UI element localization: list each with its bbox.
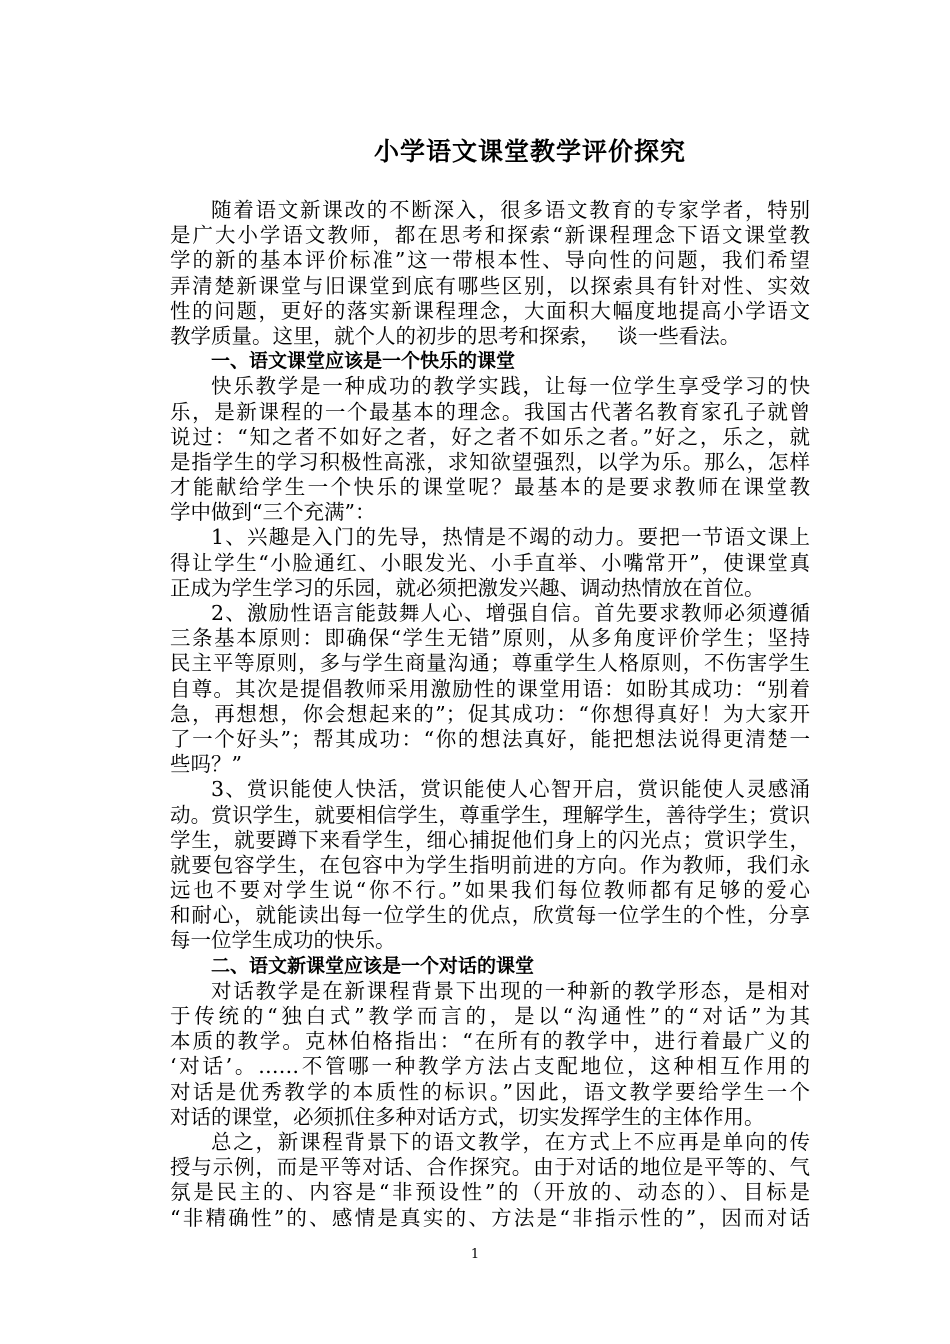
paragraph-line: 正成为学生学习的乐园，就必须把激发兴趣、调动热情放在首位。 xyxy=(170,575,765,600)
paragraph-line: 说过：“知之者不如好之者，好之者不如乐之者。”好之，乐之，就 xyxy=(170,424,810,449)
paragraph-line: 才能献给学生一个快乐的课堂呢？最基本的是要求教师在课堂教 xyxy=(170,475,810,500)
document-body xyxy=(170,198,810,1231)
paragraph-line: 于传统的“独白式”教学而言的，是以“沟通性”的“对话”为其 xyxy=(170,1004,810,1028)
paragraph-line: 对话是优秀教学的本质性的标识。”因此，语文教学要给学生一个 xyxy=(170,1079,810,1104)
paragraph-line: 是广大小学语文教师，都在思考和探索“新课程理念下语文课堂教 xyxy=(170,223,810,248)
paragraph-line: 和耐心，就能读出每一位学生的优点，欣赏每一位学生的个性，分享 xyxy=(170,903,810,928)
paragraph-line: 急，再想想，你会想起来的”；促其成功：“你想得真好！为大家开 xyxy=(170,701,810,726)
paragraph-line: 学中做到“三个充满”： xyxy=(170,500,376,525)
paragraph-line: 本质的教学。克林伯格指出：“在所有的教学中，进行着最广义的 xyxy=(170,1029,810,1054)
paragraph-line: 动。赏识学生，就要相信学生，尊重学生，理解学生，善待学生；赏识 xyxy=(170,802,810,827)
section-heading: 一、语文课堂应该是一个快乐的课堂 xyxy=(211,350,516,373)
paragraph-line: “非精确性”的、感情是真实的、方法是“非指示性的”，因而对话 xyxy=(170,1205,810,1230)
paragraph-line: 随着语文新课改的不断深入，很多语文教育的专家学者，特别 xyxy=(211,198,810,222)
paragraph-line: 得让学生“小脸通红、小眼发光、小手直举、小嘴常开”，使课堂真 xyxy=(170,550,810,575)
document-title: 小学语文课堂教学评价探究 xyxy=(373,137,686,166)
page-number: 1 xyxy=(470,1247,480,1262)
paragraph-line: 就要包容学生，在包容中为学生指明前进的方向。作为教师，我们永 xyxy=(170,852,810,877)
paragraph-line: 是指学生的学习积极性高涨，求知欲望强烈，以学为乐。那么，怎样 xyxy=(170,449,810,474)
paragraph-line: 2、激励性语言能鼓舞人心、增强自信。首先要求教师必须遵循 xyxy=(211,601,810,625)
paragraph-line: 对话的课堂，必须抓住多种对话方式，切实发挥学生的主体作用。 xyxy=(170,1104,765,1129)
paragraph-line: 三条基本原则：即确保“学生无错”原则，从多角度评价学生；坚持 xyxy=(170,626,810,651)
paragraph-line: 授与示例，而是平等对话、合作探究。由于对话的地位是平等的、气 xyxy=(170,1155,810,1180)
paragraph-line: 些吗？” xyxy=(170,752,242,777)
paragraph-line: ‘对话’。……不管哪一种教学方法占支配地位，这种相互作用的 xyxy=(170,1054,810,1079)
paragraph-line: 学生，就要蹲下来看学生，细心捕捉他们身上的闪光点；赏识学生， xyxy=(170,827,810,852)
paragraph-line: 学的新的基本评价标准”这一带根本性、导向性的问题，我们希望 xyxy=(170,248,810,273)
paragraph-line: 自尊。其次是提倡教师采用激励性的课堂用语：如盼其成功：“别着 xyxy=(170,676,810,701)
paragraph-line: 民主平等原则，多与学生商量沟通；尊重学生人格原则，不伤害学生 xyxy=(170,651,810,676)
paragraph-line: 教学质量。这里，就个人的初步的思考和探索， 谈一些看法。 xyxy=(170,323,741,348)
paragraph-line: 快乐教学是一种成功的教学实践，让每一位学生享受学习的快 xyxy=(211,374,810,399)
paragraph-line: 1、兴趣是入门的先导，热情是不竭的动力。要把一节语文课上 xyxy=(211,525,810,550)
paragraph-line: 弄清楚新课堂与旧课堂到底有哪些区别，以探索具有针对性、实效 xyxy=(170,273,810,298)
paragraph-line: 氛是民主的、内容是“非预设性”的（开放的、动态的）、目标是 xyxy=(170,1180,810,1205)
paragraph-line: 乐，是新课程的一个最基本的理念。我国古代著名教育家孔子就曾 xyxy=(170,399,810,424)
paragraph-line: 远也不要对学生说“你不行。”如果我们每位教师都有足够的爱心 xyxy=(170,878,810,903)
paragraph-line: 性的问题，更好的落实新课程理念，大面积大幅度地提高小学语文 xyxy=(170,298,810,323)
paragraph-line: 3、赏识能使人快活，赏识能使人心智开启，赏识能使人灵感涌 xyxy=(211,777,810,802)
section-heading: 二、语文新课堂应该是一个对话的课堂 xyxy=(211,954,535,977)
paragraph-line: 总之，新课程背景下的语文教学，在方式上不应再是单向的传 xyxy=(211,1129,810,1154)
paragraph-line: 对话教学是在新课程背景下出现的一种新的教学形态，是相对 xyxy=(211,978,810,1003)
paragraph-line: 每一位学生成功的快乐。 xyxy=(170,928,396,953)
paragraph-line: 了一个好头”；帮其成功：“你的想法真好，能把想法说得更清楚一 xyxy=(170,726,810,751)
